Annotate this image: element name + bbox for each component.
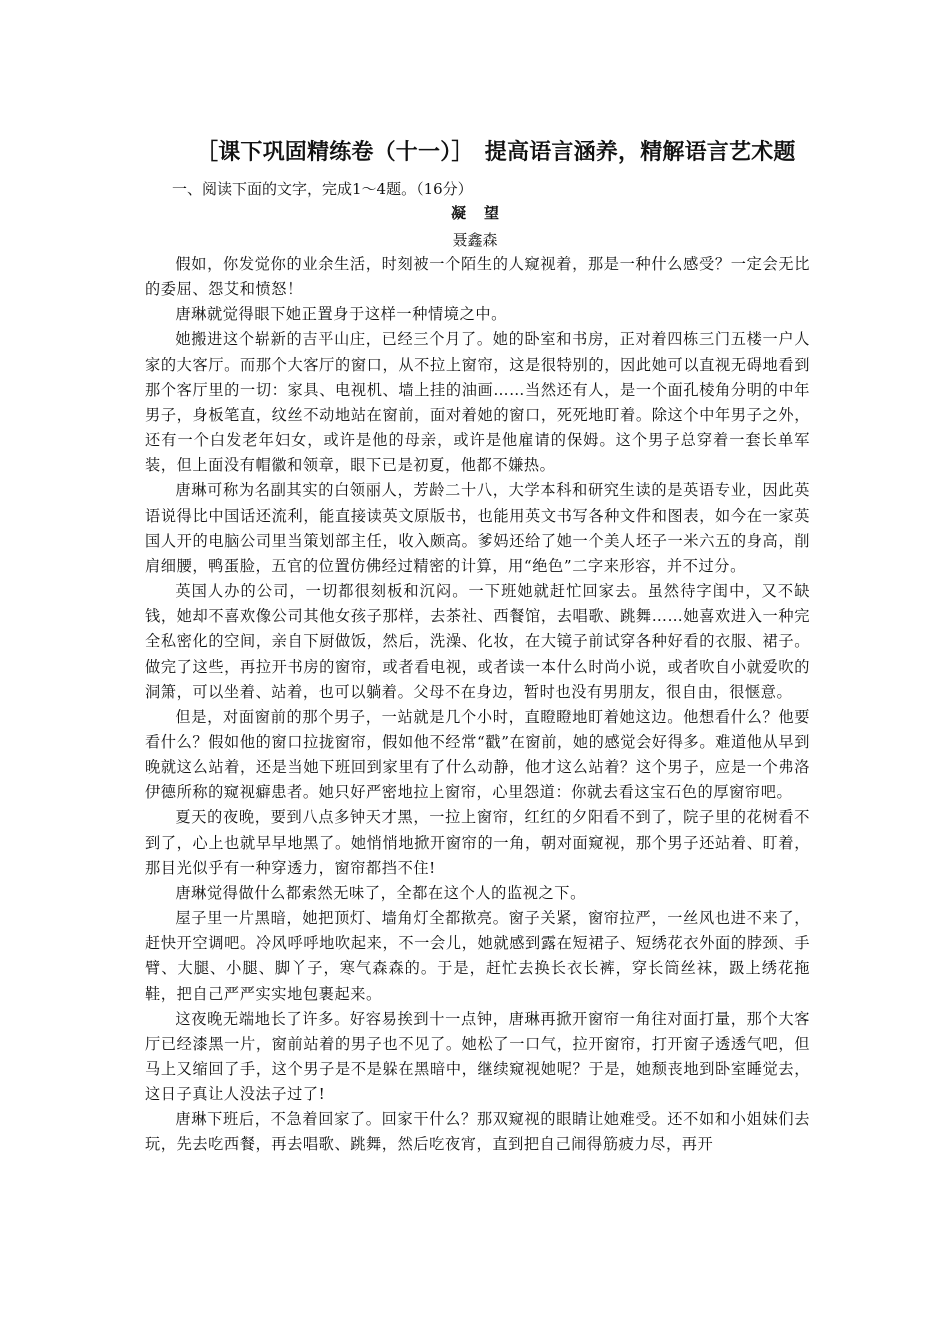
essay-title: 凝望 bbox=[450, 204, 517, 222]
section-heading: 一、阅读下面的文字，完成1～4题。（16分） bbox=[172, 180, 473, 198]
paragraph: 屋子里一片黑暗，她把顶灯、墙角灯全都揿亮。窗子关紧，窗帘拉严，一丝风也进不来了，赶快开空调吧。冷风呼呼地吹起来，不一会儿，她就感到露在短裙子、短绣花衣外面的脖颈、手臂、大腿、小腿、脚丫子，寒气森森的。于是，赶忙去换长衣长裤，穿长筒丝袜，趿上绣花拖鞋，把自己严严实实地包裹起来。 bbox=[145, 909, 810, 1003]
essay-author: 聂鑫森 bbox=[452, 231, 498, 249]
paragraph: 唐琳就觉得眼下她正置身于这样一种情境之中。 bbox=[175, 305, 507, 324]
paragraph: 唐琳下班后，不急着回家了。回家干什么？那双窥视的眼睛让她难受。还不如和小姐妹们去玩，先去吃西餐，再去唱歌、跳舞，然后吃夜宵，直到把自己闹得筋疲力尽，再开 bbox=[145, 1110, 810, 1154]
paragraph: 唐琳可称为名副其实的白领丽人，芳龄二十八，大学本科和研究生读的是英语专业，因此英语说得比中国话还流利，能直接读英文原版书，也能用英文书写各种文件和图表，如今在一家英国人开的电脑公司里当策划部主任，收入颇高。爹妈还给了她一个美人坯子一米六五的身高，削肩细腰，鸭蛋脸，五官的位置仿佛经过精密的计算，用“绝色”二字来形容，并不过分。 bbox=[145, 481, 810, 575]
paragraph: 唐琳觉得做什么都索然无味了，全都在这个人的监视之下。 bbox=[175, 883, 586, 902]
paragraph: 但是，对面窗前的那个男子，一站就是几个小时，直瞪瞪地盯着她这边。他想看什么？他要看什么？假如他的窗口拉拢窗帘，假如他不经常“戳”在窗前，她的感觉会好得多。难道他从早到晚就这么站着，还是当她下班回到家里有了什么动静，他才这么站着？这个男子，应是一个弗洛伊德所称的窥视癖患者。她只好严密地拉上窗帘，心里怨道：你就去看这宝石色的厚窗帘吧。 bbox=[145, 707, 810, 802]
page-title: ［课下巩固精练卷（十一）］ 提高语言涵养，精解语言艺术题 bbox=[196, 139, 796, 165]
paragraph: 英国人办的公司，一切都很刻板和沉闷。一下班她就赶忙回家去。虽然待字闺中，又不缺钱，她却不喜欢像公司其他女孩子那样，去茶社、西餐馆，去唱歌、跳舞……她喜欢进入一种完全私密化的空间，亲自下厨做饭，然后，洗澡、化妆，在大镜子前试穿各种好看的衣服、裙子。做完了这些，再拉开书房的窗帘，或者看电视，或者读一本什么时尚小说，或者吹自小就爱吹的洞箫，可以坐着、站着，也可以躺着。父母不在身边，暂时也没有男朋友，很自由，很惬意。 bbox=[145, 582, 810, 701]
paragraph: 夏天的夜晚，要到八点多钟天才黑，一拉上窗帘，红红的夕阳看不到了，院子里的花树看不到了，心上也就早早地黑了。她悄悄地掀开窗帘的一角，朝对面窥视，那个男子还站着、盯着，那目光似乎有一种穿透力，窗帘都挡不住! bbox=[145, 808, 810, 877]
paragraph: 这夜晚无端地长了许多。好容易挨到十一点钟，唐琳再掀开窗帘一角往对面打量，那个大客厅已经漆黑一片，窗前站着的男子也不见了。她松了一口气，拉开窗帘，打开窗子透透气吧，但马上又缩回了手，这个男子是不是躲在黑暗中，继续窥视她呢？于是，她颓丧地到卧室睡觉去，这日子真让人没法子过了! bbox=[145, 1009, 810, 1104]
paragraph: 她搬进这个崭新的吉平山庄，已经三个月了。她的卧室和书房，正对着四栋三门五楼一户人家的大客厅。而那个大客厅的窗口，从不拉上窗帘，这是很特别的，因此她可以直视无碍地看到那个客厅里的一切：家具、电视机、墙上挂的油画……当然还有人，是一个面孔棱角分明的中年男子，身板笔直，纹丝不动地站在窗前，面对着她的窗口，死死地盯着。除这个中年男子之外，还有一个白发老年妇女，或许是他的母亲，或许是他雇请的保姆。这个男子总穿着一套长单军装，但上面没有帽徽和领章，眼下已是初夏，他都不嫌热。 bbox=[145, 330, 810, 475]
paragraph: 假如，你发觉你的业余生活，时刻被一个陌生的人窥视着，那是一种什么感受？一定会无比的委屈、怨艾和愤怒！ bbox=[145, 255, 810, 299]
essay-body bbox=[145, 252, 810, 1158]
